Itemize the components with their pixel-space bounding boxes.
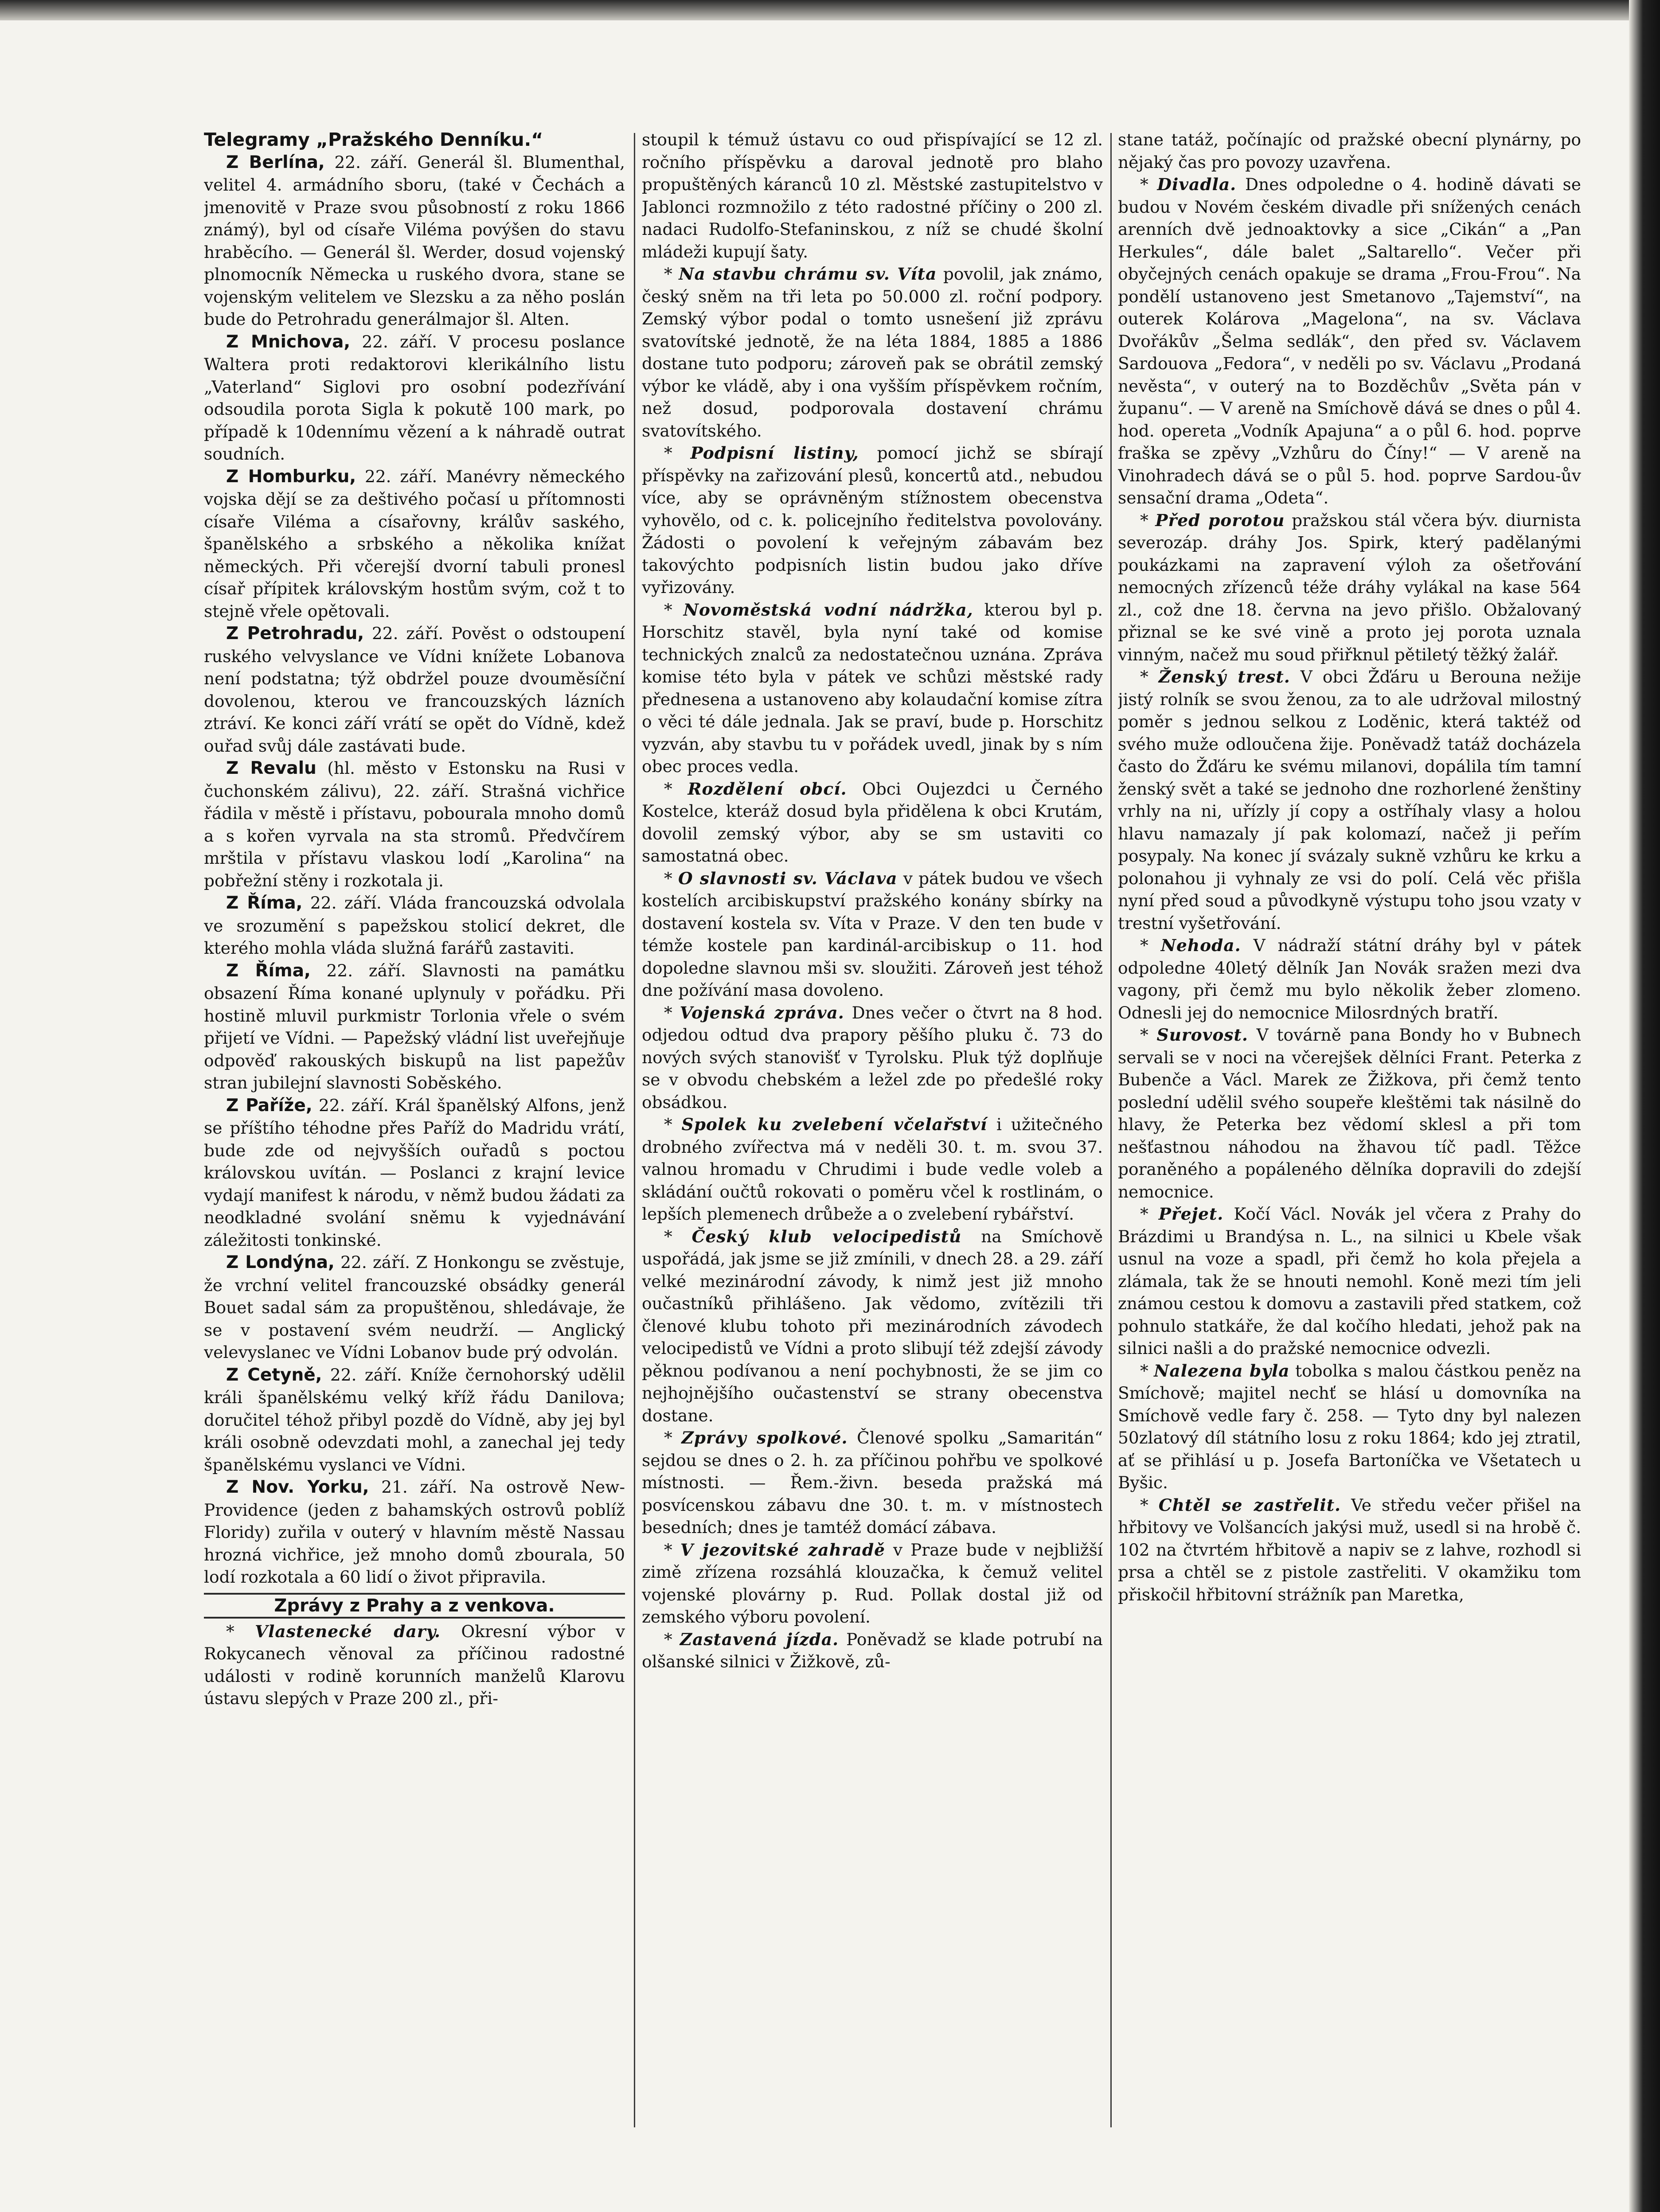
telegram-text: 22. září. Vláda francouzská odvolala ve srozumění s papežskou stolicí dekret, dle kterého mohla vláda služná farářů zastaviti. [204,893,625,958]
telegram-dateline: Z Revalu [226,758,316,778]
news-item-title: Spolek ku zvelebení včelařství [681,1115,988,1134]
news-item-text: Okresní výbor v Rokycanech věnoval za příčinou radostné události v rodině korunních manželů Klarovu ústavu slepých v Praze 200 zl., při- [204,1621,625,1708]
telegram-text: 22. září. Král španělský Alfons, jenž se příštího téhodne přes Paříž do Madridu vrátí, bude zde od nejvyšších ouřadů s poctou královskou uvítán. — Poslanci z krajní levice vydají manifest k národu, v němž budou žádati za neodkladné svolání sněmu k vyjednávání záležitosti tonkinské. [204,1095,625,1250]
news-item-text: Poněvadž se klade potrubí na olšanské silnici v Žižkově, zů- [642,1629,1103,1671]
news-item-text: kterou byl p. Horschitz stavěl, byla nyní také od komise technických znalců za nedostatečnou uznána. Zpráva komise této byla v pátek ve schůzi městské rady přednesena a ustanoveno aby kolaudační komise zítra o věci té dále jednala. Jak se praví, bude p. Horschitz vyzván, aby stavbu tu v pořádek uvedl, jinak by s ním obec proces vedla. [642,600,1103,776]
telegram-text: 22. září. Slavnosti na památku obsazení Říma konané uplynuly v pořádku. Při hostině mluvil purkmistr Torlonia vřele o svém přijetí ve Vídni. — Papežský vládní list uveřejňuje odpověď rakouských biskupů na list papežův stran jubilejní slavnosti Soběského. [204,960,625,1092]
news-item-title: Český klub velocipedistů [691,1226,962,1246]
news-item: * Chtěl se zastřelit. Ve středu večer přišel na hřbitovy ve Volšancích jakýsi muž, usedl si na hrobě č. 102 na čtvrtém hřbitově a napiv se z lahve, rozhodl si prsa a chtěl se z pistole zastřeliti. V okamžiku tom přiskočil hřbitovní strážník pan Maretka, [1118,1495,1581,1604]
telegram-text: (hl. město v Estonsku na Rusi v čuchonském zálivu), 22. září. Strašná vichřice řádila v městě i přístavu, pobourala mnoho domů a s kořen vyrvala na sta stromů. Předvčírem mrštila v přístavu vlaskou lodí „Karolina“ na pobřežní stěny i rozkotala ji. [204,758,625,890]
news-item-text: na Smíchově uspořádá, jak jsme se již zmínili, v dnech 28. a 29. září velké mezinárodní závody, k nimž jest již mnoho oučastníků přihlášeno. Jak vědomo, zvítězili tři členové klubu tohoto při mezinárodních závodech velocipedistů ve Vídni a proto slibují též zdejší závody pěknou podívanou a není pochybnosti, že se jim co nejhojnějšího oučastenství se strany obecenstva dostane. [642,1226,1103,1425]
column-divider [634,133,635,2127]
news-item-title: Vlastenecké dary. [255,1621,441,1641]
news-item-title: O slavnosti sv. Václava [678,868,898,888]
news-item: * Vojenská zpráva. Dnes večer o čtvrt na 8 hod. odjedou odtud dva prapory pěšího pluku č. 73 do nových svých stanovišť v Tyrolsku. Pluk týž doplňuje se v obvodu chebském a ležel zde po předešlé roky obsádkou. [642,1003,1103,1112]
news-item-text: Ve středu večer přišel na hřbitovy ve Volšancích jakýsi muž, usedl si na hrobě č. 102 na čtvrtém hřbitově a napiv se z lahve, rozhodl si prsa a chtěl se z pistole zastřeliti. V okamžiku tom přiskočil hřbitovní strážník pan Maretka, [1118,1495,1581,1604]
news-item: * Ženský trest. V obci Žďáru u Berouna nežije jistý rolník se svou ženou, za to ale udržoval milostný poměr s jednou selkou z Loděnic, která taktéž od svého muže odloučena žije. Poněvadž tatáž docházela často do Žďáru ke svému milanovi, dopálila tím tamní ženský svět a také se jednoho dne rozhorlené ženštiny vrhly na ni, uřízly jí copy a ostříhaly vlasy a holou hlavu namazaly jí pak kolomazí, načež ji peřím posypaly. Na konec jí svázaly sukně vzhůru ke krku a polonahou ji vyhnaly ze vsi do polí. Celá věc přišla nyní před soud a původkyně výstupu toho jsou vzaty v trestní vyšetřování. [1118,667,1581,933]
news-item-text: V obci Žďáru u Berouna nežije jistý rolník se svou ženou, za to ale udržoval milostný poměr s jednou selkou z Loděnic, která taktéž od svého muže odloučena žije. Poněvadž tatáž docházela často do Žďáru ke svému milanovi, dopálila tím tamní ženský svět a také se jednoho dne rozhorlené ženštiny vrhly na ni, uřízly jí copy a ostříhaly vlasy a holou hlavu namazaly jí pak kolomazí, načež ji peřím posypaly. Na konec jí svázaly sukně vzhůru ke krku a polonahou ji vyhnaly ze vsi do polí. Celá věc přišla nyní před soud a původkyně výstupu toho jsou vzaty v trestní vyšetřování. [1118,667,1581,933]
column-1 [204,129,625,2145]
telegram-dateline: Z Berlína, [226,152,325,172]
telegram-text: 22. září. Z Honkongu se zvěstuje, že vrchní velitel francouzské obsádky generál Bouet sadal sám za propuštěnou, shledávaje, že se v postavení svém neudrží. — Anglický velevyslanec ve Vídni Lobanov bude prý odvolán. [204,1252,625,1362]
telegram-text: 21. září. Na ostrově New-Providence (jeden z bahamských ostrovů poblíž Floridy) zuřila v outerý v hlavním městě Nassau hrozná vichřice, jež mnoho domů zbourala, 50 lodí rozkotala a 60 lidí o život připravila. [204,1477,625,1587]
telegram-text: 22. září. Kníže černohorský udělil králi španělskému velký kříž řádu Danilova; doručitel téhož přibyl pozdě do Vídně, aby jej byl králi osobně odevzdati mohl, a zanechal jej tedy španělskému vyslanci ve Vídni. [204,1365,625,1475]
telegram-item [204,1476,625,1588]
news-item-title: Nalezena byla [1154,1361,1290,1381]
news-item-text: tobolka s malou částkou peněz na Smíchově; majitel nechť se hlásí u domovníka na Smíchově vedle fary č. 258. — Tyto dny byl nalezen 50zlatový díl státního losu z roku 1864; kdo jej ztratil, ať se přihlásí u p. Josefa Bartoníčka ve Všetatech u Byšic. [1118,1361,1581,1492]
news-item-title: Nehoda. [1160,936,1241,955]
news-item-text: i užitečného drobného zvířectva má v neděli 30. t. m. svou 37. valnou hromadu v Chrudimi i bude vedle voleb a skládání oučtů rokovati o poměru včel k rostlinám, o lepších plemenech drůbeže a o zvelebení rybářství. [642,1115,1103,1224]
news-item-text: V nádraží státní dráhy byl v pátek odpoledne 40letý dělník Jan Novák sražen mezi dva vagony, při čemž mu bylo několik žeber zlomeno. Odnesli jej do nemocnice Milosrdných bratří. [1118,936,1581,1022]
news-item: * Zprávy spolkové. Členové spolku „Samaritán“ sejdou se dnes o 2. h. za příčinou pohřbu ve spolkové místnosti. — Řem.-živn. beseda pražská má posvícenskou zábavu dne 30. t. m. v místnostech besedních; dnes je tamtéž domácí zábava. [642,1428,1103,1537]
telegram-list [204,151,625,1588]
news-item: * O slavnosti sv. Václava v pátek budou ve všech kostelích arcibiskupství pražského konány sbírky na dostavení kostela sv. Víta v Praze. V den ten bude v témže kostele pan kardinál-arcibiskup o 11. hod dopoledne slavnou mši sv. sloužiti. Zároveň jest téhož dne požívání masa dovoleno. [642,868,1103,1000]
telegram-item [204,1364,625,1476]
telegram-item [204,1251,625,1364]
news-item: * Zastavená jízda. Poněvadž se klade potrubí na olšanské silnici v Žižkově, zů- [642,1629,1103,1671]
telegram-dateline: Z Petrohradu, [226,624,364,644]
news-item-text: v Praze bude v nejbližší zimě zřízena rozsáhlá klouzačka, k čemuž velitel vojenské plovárny p. Rud. Pollak dostal již od zemského výboru povolení. [642,1540,1103,1627]
news-item-title: Podpisní listiny, [690,443,859,463]
news-item: * Nalezena byla tobolka s malou částkou peněz na Smíchově; majitel nechť se hlásí u domovníka na Smíchově vedle fary č. 258. — Tyto dny byl nalezen 50zlatový díl státního losu z roku 1864; kdo jej ztratil, ať se přihlásí u p. Josefa Bartoníčka ve Všetatech u Byšic. [1118,1361,1581,1492]
news-item-text: pomocí jichž se sbírají příspěvky na zařizování plesů, koncertů atd., nebudou více, aby se oprávněným stížnostem obecenstva vyhovělo, od c. k. policejního ředitelstva povolovány. Žádosti o povolení k veřejným zábavám bez takovýchto podpisních listin budou jako dříve vyřizovány. [642,443,1103,597]
telegram-text: 22. září. Generál šl. Blumenthal, velitel 4. armádního sboru, (také v Čechách a jmenovitě v Praze svou působností z roku 1866 známý), byl od císaře Viléma povýšen do stavu hraběcího. — Generál šl. Werder, dosud vojenský plnomocník Německa u ruského dvora, stane se vojenským velitelem ve Slezsku a za něho poslán bude do Petrohradu generálmajor šl. Alten. [204,152,625,329]
telegram-item [204,1094,625,1252]
news-item-text: V továrně pana Bondy ho v Bubnech servali se v noci na včerejšek dělníci Frant. Peterka z Bubenče a Václ. Marek ze Žižkova, při čemž tento poslední udělil svého soupeře kleštěmi tak násilně do hlavy, že Peterka bez vědomí sklesl a při tom nešťastnou náhodou na žhavou tíč padl. Těžce poraněného a popáleného dělníka dopravili do zdejší nemocnice. [1118,1025,1581,1202]
news-item-title: Vojenská zpráva. [680,1003,844,1022]
telegram-dateline: Z Mnichova, [226,332,351,352]
news-item: * Divadla. Dnes odpoledne o 4. hodině dávati se budou v Novém českém divadle při snížených cenách arenních dvě jednoaktovky a sice „Cikán“ a „Pan Herkules“, dále balet „Saltarello“. Večer při obyčejných cenách opakuje se drama „Frou-Frou“. Na pondělí ustanoveno jest Smetanovo „Tajemství“, na outerek Kolárova „Magelona“, na sv. Václava Dvořákův „Šelma sedlák“, den před sv. Václavem Sardouova „Fedora“, v neděli po sv. Václavu „Prodaná nevěsta“, v outerý na to Bozděchův „Světa pán v županu“. — V areně na Smíchově dává se dnes o půl 4. hod. opereta „Vodník Apajuna“ a o půl 6. hod. poprve fraška se zpěvy „Vzhůru do Číny!“ — V areně na Vinohradech dává se o půl 5. hod. poprve Sardou-ův sensační drama „Odeta“. [1118,175,1581,507]
telegram-dateline: Z Říma, [226,893,303,913]
telegram-dateline: Z Říma, [226,960,311,981]
news-item-title: Přejet. [1158,1204,1224,1224]
telegram-dateline: Z Homburku, [226,466,356,487]
telegram-item [204,960,625,1094]
news-item-title: Rozdělení obcí. [687,779,847,799]
column-2 [642,129,1103,2145]
news-item: * Rozdělení obcí. Obci Oujezdci u Černého Kostelce, kteráž dosud byla přidělena k obci Krutám, dovolil zemský výbor, aby se sm ustaviti co samostatná obec. [642,779,1103,866]
news-item-title: Zprávy spolkové. [681,1428,848,1447]
news-item: * Na stavbu chrámu sv. Víta povolil, jak známo, český sněm na tři leta po 50.000 zl. roční podpory. Zemský výbor podal o tomto usnešení již zprávu svatovítské jednotě, že na léta 1884, 1885 a 1886 dostane tuto podporu; zároveň pak se obrátil zemský výbor ke vládě, aby i ona vyšším příspěvkem ročním, než dosud, podporovala dostavení chrámu svatovítského. [642,264,1103,441]
column-header: Telegramy „Pražského Denníku.“ [204,129,543,150]
news-item-text: Dnes odpoledne o 4. hodině dávati se budou v Novém českém divadle při snížených cenách arenních dvě jednoaktovky a sice „Cikán“ a „Pan Herkules“, dále balet „Saltarello“. Večer při obyčejných cenách opakuje se drama „Frou-Frou“. Na pondělí ustanoveno jest Smetanovo „Tajemství“, na outerek Kolárova „Magelona“, na sv. Václava Dvořákův „Šelma sedlák“, den před sv. Václavem Sardouova „Fedora“, v neděli po sv. Václavu „Prodaná nevěsta“, v outerý na to Bozděchův „Světa pán v županu“. — V areně na Smíchově dává se dnes o půl 4. hod. opereta „Vodník Apajuna“ a o půl 6. hod. poprve fraška se zpěvy „Vzhůru do Číny!“ — V areně na Vinohradech dává se o půl 5. hod. poprve Sardou-ův sensační drama „Odeta“. [1118,175,1581,507]
news-item: * Vlastenecké dary. Okresní výbor v Rokycanech věnoval za příčinou radostné události v rodině korunních manželů Klarovu ústavu slepých v Praze 200 zl., při- [204,1621,625,1708]
telegram-item [204,465,625,623]
section-heading: Zprávy z Prahy a z venkova. [204,1593,625,1619]
news-item: * Nehoda. V nádraží státní dráhy byl v pátek odpoledne 40letý dělník Jan Novák sražen mezi dva vagony, při čemž mu bylo několik žeber zlomeno. Odnesli jej do nemocnice Milosrdných bratří. [1118,936,1581,1022]
news-item-text: Obci Oujezdci u Černého Kostelce, kteráž dosud byla přidělena k obci Krutám, dovolil zemský výbor, aby se sm ustaviti co samostatná obec. [642,779,1103,866]
news-item: * Před porotou pražskou stál včera býv. diurnista severozáp. dráhy Jos. Spirk, který padělanými poukázkami na zapravení výloh za ošetřování nemocných zřízenců téže dráhy vylákal na kase 564 zl., což dne 18. června na jevo přišlo. Obžalovaný přiznal se ke své vině a proto jej porota uznala vinným, načež mu soud přiřknul pětiletý těžký žalář. [1118,510,1581,664]
scan-edge-right [1629,0,1660,2212]
telegram-dateline: Z Cetyně, [226,1365,322,1385]
scan-edge-top [0,0,1660,20]
news-item: * Přejet. Kočí Václ. Novák jel včera z Prahy do Brázdimi u Brandýsa n. L., na silnici u Kbele však usnul na voze a spadl, při čemž ho kola přejela a zlámala, tak že se hnouti nemohl. Koně mezi tím jeli známou cestou k domovu a zastavili před statkem, což pohnulo statkáře, že dal kočího hledati, jehož pak na silnici našli a do pražské nemocnice odvezli. [1118,1204,1581,1358]
news-item-title: V jezovitské zahradě [680,1540,886,1560]
telegram-text: 22. září. V procesu poslance Waltera proti redaktorovi klerikálního listu „Vaterland“ Siglovi pro osobní podezřívání odsoudila porota Sigla k pokutě 100 mark, po případě k 10dennímu vězení a k náhradě outrat soudních. [204,332,625,464]
continued-text: stoupil k témuž ústavu co oud přispívající se 12 zl. ročního příspěvku a daroval jednotě pro blaho propuštěných káranců 10 zl. Městské zastupitelstvo v Jablonci rozmnožilo z této radostné příčiny o 200 zl. nadaci Rudolfo-Stefaninskou, z níž se chudé školní mládeži kupují šaty. [642,130,1103,261]
telegram-text: 22. září. Pověst o odstoupení ruského velvyslance ve Vídni knížete Lobanova není podstatna; týž obdržel pouze dvouměsíční dovolenou, kterou ve francouzských lázních ztráví. Ke konci září vrátí se opět do Vídně, kdež ouřad svůj dále zastávati bude. [204,624,625,756]
column-3 [1118,129,1581,2145]
telegram-item [204,622,625,757]
news-item-text: povolil, jak známo, český sněm na tři leta po 50.000 zl. roční podpory. Zemský výbor podal o tomto usnešení již zprávu svatovítské jednotě, že na léta 1884, 1885 a 1886 dostane tuto podporu; zároveň pak se obrátil zemský výbor ke vládě, aby i ona vyšším příspěvkem ročním, než dosud, podporovala dostavení chrámu svatovítského. [642,264,1103,441]
news-item-title: Chtěl se zastřelit. [1158,1495,1341,1515]
news-item: * Podpisní listiny, pomocí jichž se sbírají příspěvky na zařizování plesů, koncertů atd., nebudou více, aby se oprávněným stížnostem obecenstva vyhovělo, od c. k. policejního ředitelstva povolovány. Žádosti o povolení k veřejným zábavám bez takovýchto podpisních listin budou jako dříve vyřizovány. [642,443,1103,597]
news-item: * Novoměstská vodní nádržka, kterou byl p. Horschitz stavěl, byla nyní také od komise technických znalců za nedostatečnou uznána. Zpráva komise této byla v pátek ve schůzi městské rady přednesena a ustanoveno aby kolaudační komise zítra o věci té dále jednala. Jak se praví, bude p. Horschitz vyzván, aby stavbu tu v pořádek uvedl, jinak by s ním obec proces vedla. [642,600,1103,776]
telegram-item [204,151,625,331]
continued-text: stane tatáž, počínajíc od pražské obecní plynárny, po nějaký čas pro povozy uzavřena. [1118,130,1581,172]
news-item: * Surovost. V továrně pana Bondy ho v Bubnech servali se v noci na včerejšek dělníci Frant. Peterka z Bubenče a Václ. Marek ze Žižkova, při čemž tento poslední udělil svého soupeře kleštěmi tak násilně do hlavy, že Peterka bez vědomí sklesl a při tom nešťastnou náhodou na žhavou tíč padl. Těžce poraněného a popáleného dělníka dopravili do zdejší nemocnice. [1118,1025,1581,1202]
news-item: * V jezovitské zahradě v Praze bude v nejbližší zimě zřízena rozsáhlá klouzačka, k čemuž velitel vojenské plovárny p. Rud. Pollak dostal již od zemského výboru povolení. [642,1540,1103,1627]
telegram-text: 22. září. Manévry německého vojska dějí se za deštivého počasí u přítomnosti císaře Viléma a císařovny, králův saského, španělského a srbského a několika knížat německých. Při včerejší dvorní tabuli pronesl císař přípitek královským hostům svým, což t to stejně vřele opětovali. [204,466,625,621]
news-item-title: Na stavbu chrámu sv. Víta [679,264,937,284]
telegram-dateline: Z Paříže, [226,1095,312,1116]
news-item-text: v pátek budou ve všech kostelích arcibiskupství pražského konány sbírky na dostavení kostela sv. Víta v Praze. V den ten bude v témže kostele pan kardinál-arcibiskup o 11. hod dopoledne slavnou mši sv. sloužiti. Zároveň jest téhož dne požívání masa dovoleno. [642,868,1103,1000]
news-item-title: Zastavená jízda. [680,1629,839,1649]
news-item-title: Surovost. [1156,1025,1248,1045]
news-item-title: Před porotou [1155,510,1285,530]
telegram-dateline: Z Nov. Yorku, [226,1477,369,1497]
news-item: * Český klub velocipedistů na Smíchově uspořádá, jak jsme se již zmínili, v dnech 28. a 29. září velké mezinárodní závody, k nimž jest již mnoho oučastníků přihlášeno. Jak vědomo, zvítězili tři členové klubu tohoto při mezinárodních závodech velocipedistů ve Vídni a proto slibují též zdejší závody pěknou podívanou a není pochybnosti, že se jim co nejhojnějšího oučastenství se strany obecenstva dostane. [642,1226,1103,1425]
news-item-text: Dnes večer o čtvrt na 8 hod. odjedou odtud dva prapory pěšího pluku č. 73 do nových svých stanovišť v Tyrolsku. Pluk týž doplňuje se v obvodu chebském a ležel zde po předešlé roky obsádkou. [642,1003,1103,1112]
news-item-text: Kočí Václ. Novák jel včera z Prahy do Brázdimi u Brandýsa n. L., na silnici u Kbele však usnul na voze a spadl, při čemž ho kola přejela a zlámala, tak že se hnouti nemohl. Koně mezi tím jeli známou cestou k domovu a zastavili před statkem, což pohnulo statkáře, že dal kočího hledati, jehož pak na silnici našli a do pražské nemocnice odvezli. [1118,1204,1581,1358]
news-item-text: pražskou stál včera býv. diurnista severozáp. dráhy Jos. Spirk, který padělanými poukázkami na zapravení výloh za ošetřování nemocných zřízenců téže dráhy vylákal na kase 564 zl., což dne 18. června na jevo přišlo. Obžalovaný přiznal se ke své vině a proto jej porota uznala vinným, načež mu soud přiřknul pětiletý těžký žalář. [1118,510,1581,664]
news-item-title: Divadla. [1157,175,1237,194]
telegram-item [204,757,625,892]
news-item-text: Členové spolku „Samaritán“ sejdou se dnes o 2. h. za příčinou pohřbu ve spolkové místnosti. — Řem.-živn. beseda pražská má posvícenskou zábavu dne 30. t. m. v místnostech besedních; dnes je tamtéž domácí zábava. [642,1428,1103,1537]
telegram-item [204,892,625,960]
news-item-title: Ženský trest. [1158,667,1290,687]
telegram-item [204,331,625,465]
column-divider [1110,133,1112,2127]
news-item: * Spolek ku zvelebení včelařství i užitečného drobného zvířectva má v neděli 30. t. m. svou 37. valnou hromadu v Chrudimi i bude vedle voleb a skládání oučtů rokovati o poměru včel k rostlinám, o lepších plemenech drůbeže a o zvelebení rybářství. [642,1115,1103,1224]
telegram-dateline: Z Londýna, [226,1252,335,1272]
news-item-title: Novoměstská vodní nádržka, [683,600,973,620]
